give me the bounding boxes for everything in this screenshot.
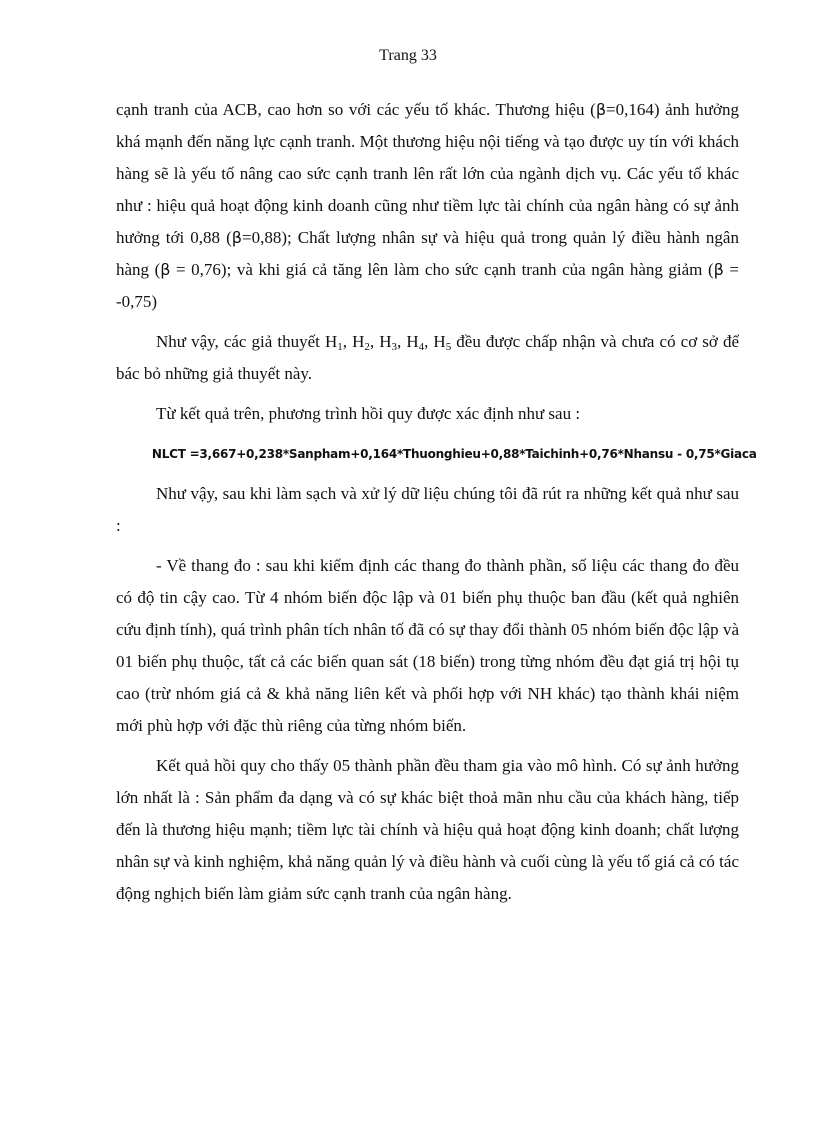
p1-text-e: = -0,75) bbox=[116, 260, 739, 311]
p1-text-c: =0,88); Chất lượng nhân sự và hiệu quả trong quản lý điều hành ngân hàng ( bbox=[116, 228, 739, 279]
paragraph-regression-results: Kết quả hồi quy cho thấy 05 thành phần đều tham gia vào mô hình. Có sự ảnh hưởng lớn nhất là : Sản phẩm đa dạng và có sự khác biệt thoả mãn nhu cầu của khách hàng, tiếp đến là thương hiệu mạnh; tiềm lực tài chính và hiệu quả hoạt động kinh doanh; chất lượng nhân sự và kinh nghiệm, khả năng quản lý và điều hành và cuối cùng là yếu tố giá cả có tác động nghịch biến làm giảm sức cạnh tranh của ngân hàng. bbox=[116, 756, 739, 903]
p2-text-c: , H bbox=[369, 332, 392, 351]
subscript-4: 4 bbox=[418, 341, 425, 353]
p1-text-a: cạnh tranh của ACB, cao hơn so với các yếu tố khác. Thương hiệu ( bbox=[116, 100, 596, 119]
beta-symbol: β bbox=[713, 260, 724, 279]
paragraph-competitiveness-factors bbox=[116, 94, 739, 318]
subscript-1: 1 bbox=[337, 341, 343, 353]
subscript-2: 2 bbox=[364, 341, 370, 353]
page-number-header: Trang 33 bbox=[379, 47, 437, 64]
p2-text-f: đều được chấp nhận và chưa có cơ sở để bác bỏ những giả thuyết này. bbox=[116, 332, 740, 383]
document-body bbox=[116, 94, 757, 918]
paragraph-scale-results: - Về thang đo : sau khi kiểm định các thang đo thành phần, số liệu các thang đo đều có độ tin cậy cao. Từ 4 nhóm biến độc lập và 01 biến phụ thuộc ban đầu (kết quả nghiên cứu định tính), quá trình phân tích nhân tố đã có sự thay đổi thành 05 nhóm biến độc lập và 01 biến phụ thuộc, tất cả các biến quan sát (18 biến) trong từng nhóm đều đạt giá trị hội tụ cao (trừ nhóm giá cả & khả năng liên kết và phối hợp với NH khác) tạo thành khái niệm mới phù hợp với đặc thù riêng của từng nhóm biến. bbox=[116, 556, 739, 735]
p2-text-a: Như vậy, các giả thuyết H bbox=[156, 332, 338, 351]
p2-text-e: , H bbox=[424, 332, 446, 351]
paragraph-hypotheses bbox=[116, 326, 739, 390]
regression-equation: NLCT =3,667+0,238*Sanpham+0,164*Thuonghieu+0,88*Taichinh+0,76*Nhansu - 0,75*Giaca bbox=[151, 446, 757, 461]
beta-symbol: β bbox=[231, 228, 242, 247]
beta-symbol: β bbox=[160, 260, 171, 279]
paragraph-regression-intro: Từ kết quả trên, phương trình hồi quy được xác định như sau : bbox=[156, 404, 581, 423]
beta-symbol: β bbox=[595, 100, 607, 119]
subscript-3: 3 bbox=[391, 341, 397, 353]
paragraph-results-intro: Như vậy, sau khi làm sạch và xử lý dữ liệu chúng tôi đã rút ra những kết quả như sau : bbox=[116, 484, 739, 535]
subscript-5: 5 bbox=[445, 341, 452, 353]
p2-text-b: , H bbox=[342, 332, 365, 351]
p1-text-b: =0,164) ảnh hưởng khá mạnh đến năng lực cạnh tranh. Một thương hiệu nội tiếng và tạo được uy tín với khách hàng sẽ là yếu tố nâng cao sức cạnh tranh lên rất lớn của ngành dịch vụ. Các yếu tố khác như : hiệu quả hoạt động kinh doanh cũng như tiềm lực tài chính của ngân hàng có sự ảnh hưởng tới 0,88 ( bbox=[116, 100, 740, 247]
p2-text-d: , H bbox=[396, 332, 419, 351]
p1-text-d: = 0,76); và khi giá cả tăng lên làm cho sức cạnh tranh của ngân hàng giảm ( bbox=[170, 260, 714, 279]
